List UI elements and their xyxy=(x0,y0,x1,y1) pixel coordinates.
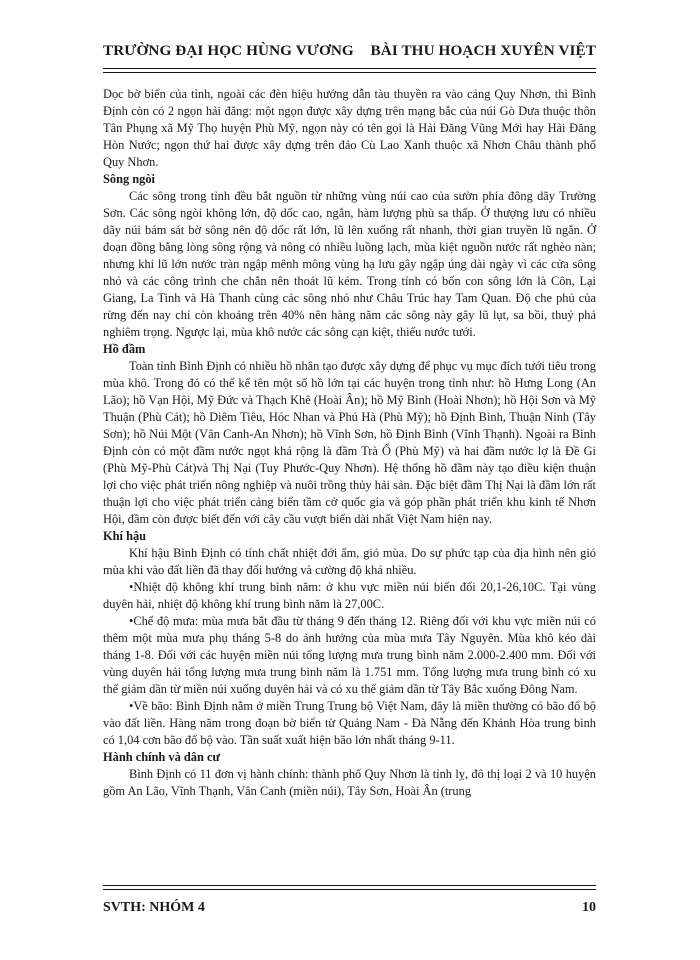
paragraph-lighthouses: Dọc bờ biển của tỉnh, ngoài các đèn hiệu hướng dẫn tàu thuyền ra vào cảng Quy Nhơn, thì Bình Định còn có 2 ngọn hải đăng: một ngọn được xây dựng trên mạng bắc của núi Gò Dưa thuộc thôn Tân Phụng xã Mỹ Thọ huyện Phù Mỹ, ngọn này có tên gọi là Hải Đăng Vũng Mới hay Hải Đăng Hòn Nước; ngọn thứ hai được xây dựng trên đảo Cù Lao Xanh thuộc xã Nhơn Châu thành phố Quy Nhơn. xyxy=(103,87,596,169)
heading-rivers: Sông ngòi xyxy=(103,172,155,186)
page-header xyxy=(103,42,596,60)
footer-group-label: SVTH: NHÓM 4 xyxy=(103,900,205,915)
header-school-name: TRƯỜNG ĐẠI HỌC HÙNG VƯƠNG xyxy=(103,42,354,59)
paragraph-rainfall: •Chế độ mưa: mùa mưa bắt đầu từ tháng 9 đến tháng 12. Riêng đối với khu vực miền núi có thêm một mùa mưa phụ tháng 5-8 do ảnh hưởng của mùa mưa Tây Nguyên. Mùa khô kéo dài tháng 1-8. Đối với các huyện miền núi tổng lượng mưa trung bình năm 2.000-2.400 mm. Đối với vùng duyên hải tổng lượng mưa trung bình năm là 1.751 mm. Tổng lượng mưa trung bình có xu thế giảm dần từ miền núi xuống duyên hải và có xu thế giảm dần từ Tây Bắc xuống Đông Nam. xyxy=(103,614,596,696)
paragraph-lakes: Toàn tỉnh Bình Định có nhiều hồ nhân tạo được xây dựng để phục vụ mục đích tưới tiêu trong mùa khô. Trong đó có thể kể tên một số hồ lớn tại các huyện trong tỉnh như: hồ Hưng Long (An Lão); hồ Vạn Hội, Mỹ Đức và Thạch Khê (Hoài Ân); hồ Mỹ Bình (Hoài Nhơn); hồ Hội Sơn và Mỹ Thuận (Phù Cát); hồ Diêm Tiêu, Hóc Nhan và Phú Hà (Phù Mỹ); hồ Định Bình, Thuận Ninh (Tây Sơn); hồ Núi Một (Vân Canh-An Nhơn); hồ Vĩnh Sơn, hồ Định Bình (Vĩnh Thạnh). Ngoài ra Bình Định còn có một đầm nước ngọt khá rộng là đầm Trà Ổ (Phù Mỹ) và hai đầm nước lợ là Đề Gi (Phù Mỹ-Phù Cát)và Thị Nại (Tuy Phước-Quy Nhơn). Hệ thống hồ đầm này tạo điều kiện thuận lợi cho việc phát triển nông nghiệp và nuôi trồng thủy hải sản. Đặc biệt đầm Thị Nại là đầm lớn rất thuận lợi cho việc phát triển cảng biển tầm cở quốc gia và góp phần phát triển khu kinh tế Nhơn Hội, đầm còn được biết đến với cây cầu vượt biển dài nhất Việt Nam hiện nay. xyxy=(103,359,596,526)
footer-rule-thick xyxy=(103,889,596,890)
paragraph-administration: Bình Định có 11 đơn vị hành chính: thành phố Quy Nhơn là tỉnh lỵ, đô thị loại 2 và 10 huyện gồm An Lão, Vĩnh Thạnh, Vân Canh (miền núi), Tây Sơn, Hoài Ân (trung xyxy=(103,767,596,798)
page-number: 10 xyxy=(582,900,596,915)
paragraph-rivers: Các sông trong tỉnh đều bắt nguồn từ những vùng núi cao của sườn phía đông dãy Trường Sơn. Các sông ngòi không lớn, độ dốc cao, ngắn, hàm lượng phù sa thấp. Ở thượng lưu có nhiều dãy núi bám sát bờ sông nên độ dốc rất lớn, lũ lên xuống rất nhanh, thời gian truyền lũ ngắn. Ở đoạn đồng bằng lòng sông rộng và nông có nhiều luồng lạch, mùa kiệt nguồn nước rất nghèo nàn; nhưng khi lũ lớn nước tràn ngập mênh mông vùng hạ lưu gây ngập úng dài ngày vì các cửa sông nhỏ và các công trình che chắn nên thoát lũ kém. Trong tỉnh có bốn con sông lớn là Côn, Lại Giang, La Tinh và Hà Thanh cùng các sông nhỏ như Châu Trúc hay Tam Quan. Độ che phủ của rừng đến nay chỉ còn khoảng trên 40% nên hàng năm các sông này gây lũ lụt, sa bồi, thuỷ phá nghiêm trọng. Ngược lại, mùa khô nước các sông cạn kiệt, thiếu nước tưới. xyxy=(103,189,596,339)
page-footer xyxy=(103,900,596,916)
paragraph-temperature: •Nhiệt độ không khí trung bình năm: ở khu vực miền núi biến đổi 20,1-26,10C. Tại vùng duyên hải, nhiệt độ không khí trung bình năm là 27,00C. xyxy=(103,580,596,611)
paragraph-storms: •Về bão: Bình Định nằm ở miền Trung Trung bộ Việt Nam, đây là miền thường có bão đổ bộ vào đất liền. Hàng năm trong đoạn bờ biển từ Quảng Nam - Đà Nẵng đến Khánh Hòa trung bình có 1,04 cơn bão đổ bộ vào. Tần suất xuất hiện bão lớn nhất tháng 9-11. xyxy=(103,699,596,747)
header-rule-thick xyxy=(103,68,596,69)
header-rule-thin xyxy=(103,72,596,73)
heading-climate: Khí hậu xyxy=(103,529,147,543)
footer-rule-thin xyxy=(103,885,596,886)
page-body xyxy=(103,86,596,800)
heading-lakes: Hồ đầm xyxy=(103,342,146,356)
header-report-title: BÀI THU HOẠCH XUYÊN VIỆT xyxy=(370,42,596,59)
heading-administration: Hành chính và dân cư xyxy=(103,750,220,764)
paragraph-climate: Khí hậu Bình Định có tính chất nhiệt đới ẩm, gió mùa. Do sự phức tạp của địa hình nên gió mùa khi vào đất liền đã thay đổi hướng và cường độ khá nhiều. xyxy=(103,546,596,577)
